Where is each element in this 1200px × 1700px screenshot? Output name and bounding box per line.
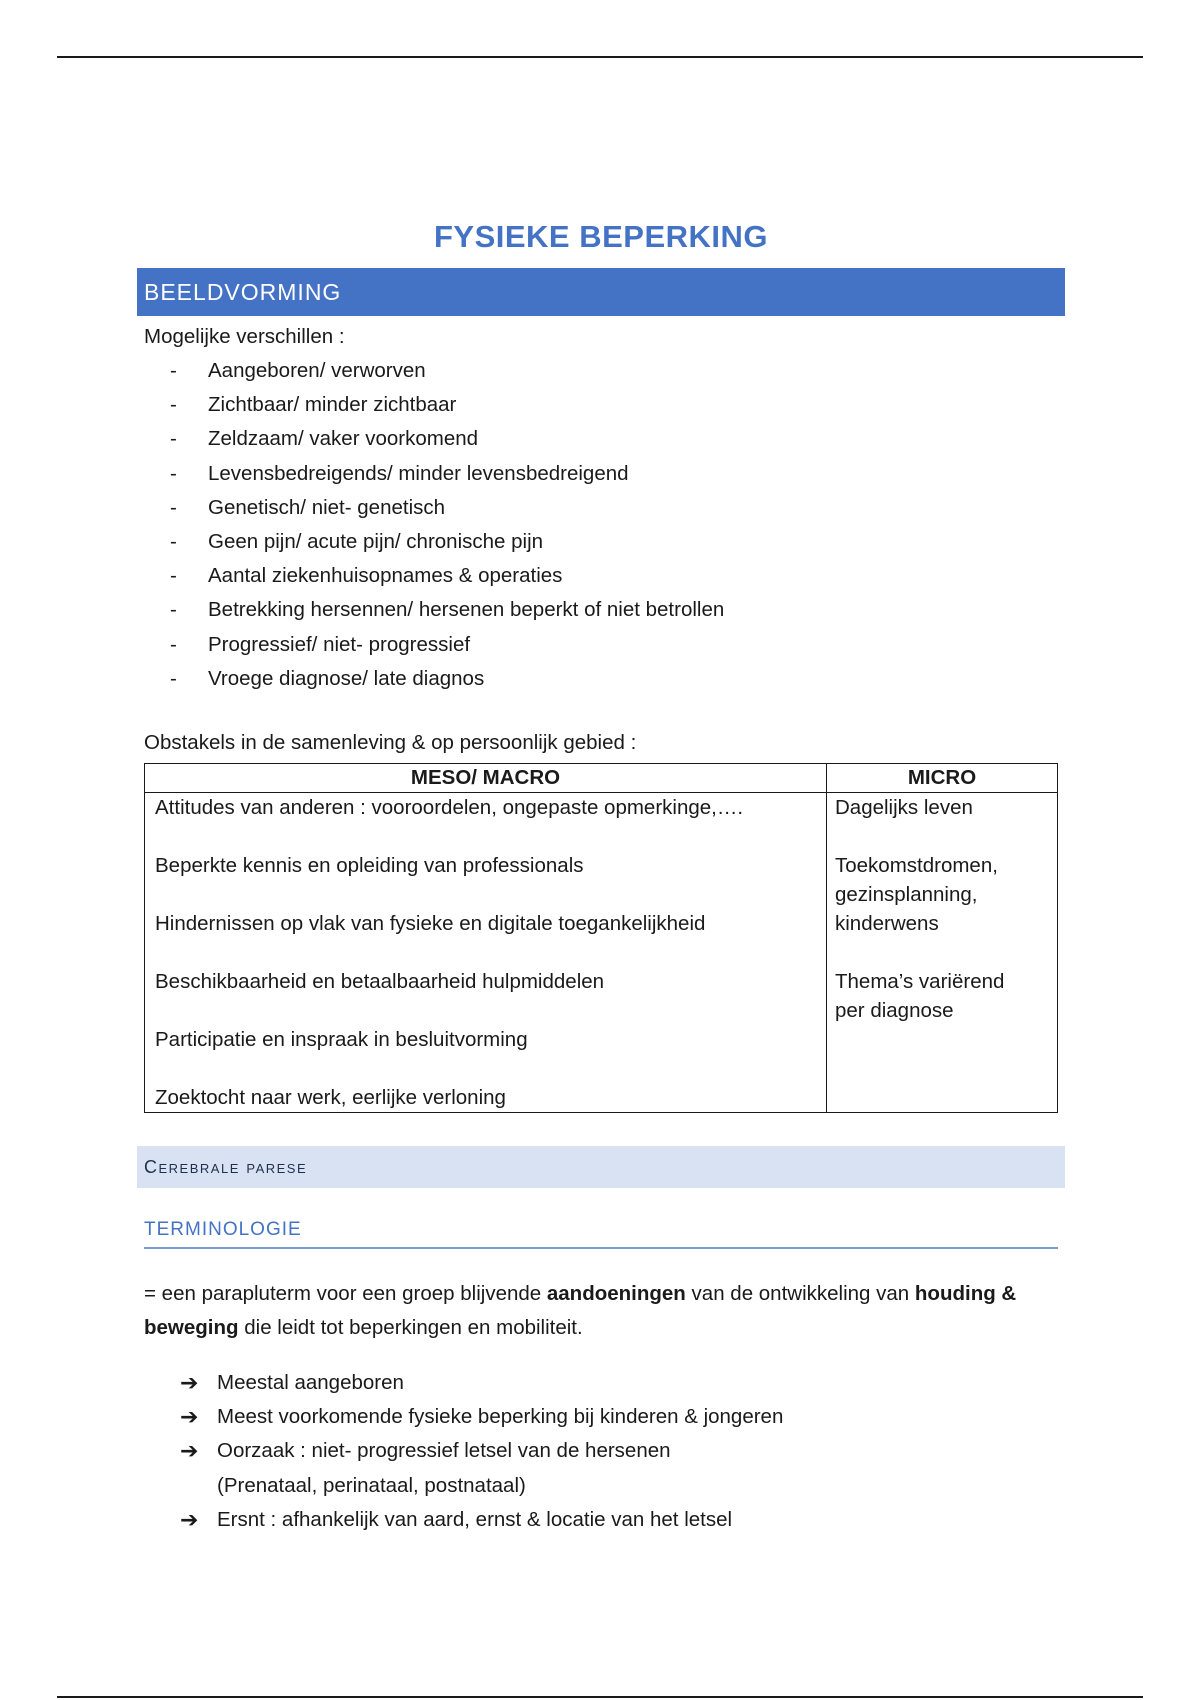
cell-spacer <box>155 880 816 909</box>
definition-paragraph: = een parapluterm voor een groep blijvende aandoeningen van de ontwikkeling van houding & beweging die leidt tot beperkingen en mobiliteit. <box>144 1282 1017 1340</box>
document-title: FYSIEKE BEPERKING <box>433 219 769 254</box>
meso-item: Hindernissen op vlak van fysieke en digitale toegankelijkheid <box>155 912 706 936</box>
micro-line: Dagelijks leven <box>835 796 973 820</box>
arrow-right-icon: ➔ <box>180 1404 199 1430</box>
micro-line: Toekomstdromen, <box>835 854 998 878</box>
arrow-right-icon: ➔ <box>180 1438 199 1464</box>
document-body <box>137 215 1065 1537</box>
arrow-right-icon: ➔ <box>180 1506 199 1532</box>
meso-item: Participatie en inspraak in besluitvorming <box>155 1028 528 1052</box>
column-header-micro: MICRO <box>827 764 1058 793</box>
list-item: - Zichtbaar/ minder zichtbaar <box>137 388 1065 422</box>
list-item: - Genetisch/ niet- genetisch <box>137 491 1065 525</box>
meso-item: Attitudes van anderen : vooroordelen, ongepaste opmerkinge,…. <box>155 796 744 820</box>
dash-bullet-icon: - <box>170 427 177 451</box>
bold-term: houding & beweging <box>144 1282 1017 1340</box>
meso-item: Beperkte kennis en opleiding van professionals <box>155 854 584 878</box>
list-item: - Levensbedreigends/ minder levensbedreigend <box>137 457 1065 491</box>
dash-bullet-icon: - <box>170 564 177 588</box>
dash-bullet-icon: - <box>170 495 177 519</box>
meso-item: Zoektocht naar werk, eerlijke verloning <box>155 1086 506 1110</box>
list-item: ➔ Meest voorkomende fysieke beperking bij kinderen & jongeren <box>137 1400 1065 1434</box>
list-item: ➔ Ersnt : afhankelijk van aard, ernst & locatie van het letsel <box>137 1503 1065 1537</box>
arrow-list <box>137 1366 1065 1537</box>
dash-bullet-icon: - <box>170 393 177 417</box>
cell-spacer <box>155 996 816 1025</box>
dash-bullet-icon: - <box>170 530 177 554</box>
list-item: - Betrekking hersennen/ hersenen beperkt of niet betrollen <box>137 593 1065 627</box>
cell-spacer <box>835 938 1049 967</box>
dash-bullet-icon: - <box>170 359 177 382</box>
micro-cell <box>827 793 1058 1113</box>
meso-macro-cell <box>145 793 827 1113</box>
column-header-meso-macro: MESO/ MACRO <box>145 764 827 793</box>
list-item: - Aangeboren/ verworven <box>137 354 1065 388</box>
cell-spacer <box>155 938 816 967</box>
micro-line: gezinsplanning, <box>835 883 978 907</box>
obstacles-table <box>144 763 1058 1113</box>
list-item: - Vroege diagnose/ late diagnos <box>137 662 1065 696</box>
micro-line: per diagnose <box>835 999 954 1023</box>
cell-spacer <box>155 822 816 851</box>
table-row <box>145 793 1058 1113</box>
dash-bullet-icon: - <box>170 632 177 656</box>
bold-term: aandoeningen <box>546 1282 686 1306</box>
list-item: - Progressief/ niet- progressief <box>137 628 1065 662</box>
differences-list <box>137 354 1065 696</box>
micro-line: kinderwens <box>835 912 939 936</box>
dash-bullet-icon: - <box>170 461 177 485</box>
dash-bullet-icon: - <box>170 598 177 622</box>
list-item: ➔ Meestal aangeboren <box>137 1366 1065 1400</box>
page-top-rule <box>57 56 1143 58</box>
list-item-continuation: (Prenataal, perinataal, postnataal) <box>217 1473 526 1497</box>
list-item: - Geen pijn/ acute pijn/ chronische pijn <box>137 525 1065 559</box>
obstacles-label: Obstakels in de samenleving & op persoonlijk gebied : <box>144 731 637 755</box>
table-header-row <box>145 764 1058 793</box>
subsection-heading-cerebrale-parese: Cerebrale parese <box>137 1146 1065 1188</box>
subsubsection-heading-terminologie: TERMINOLOGIE <box>144 1213 1058 1249</box>
list-item: - Aantal ziekenhuisopnames & operaties <box>137 559 1065 593</box>
list-item: - Zeldzaam/ vaker voorkomend <box>137 422 1065 456</box>
dash-bullet-icon: - <box>170 666 177 690</box>
cell-spacer <box>835 822 1049 851</box>
cell-spacer <box>155 1054 816 1083</box>
section-heading-beeldvorming: BEELDVORMING <box>137 268 1065 316</box>
intro-label: Mogelijke verschillen : <box>144 325 345 348</box>
meso-item: Beschikbaarheid en betaalbaarheid hulpmiddelen <box>155 970 605 994</box>
list-item: ➔ Oorzaak : niet- progressief letsel van de hersenen <box>137 1434 1065 1468</box>
micro-line: Thema’s variërend <box>835 970 1005 994</box>
arrow-right-icon: ➔ <box>180 1369 199 1395</box>
page-bottom-rule <box>57 1696 1143 1698</box>
